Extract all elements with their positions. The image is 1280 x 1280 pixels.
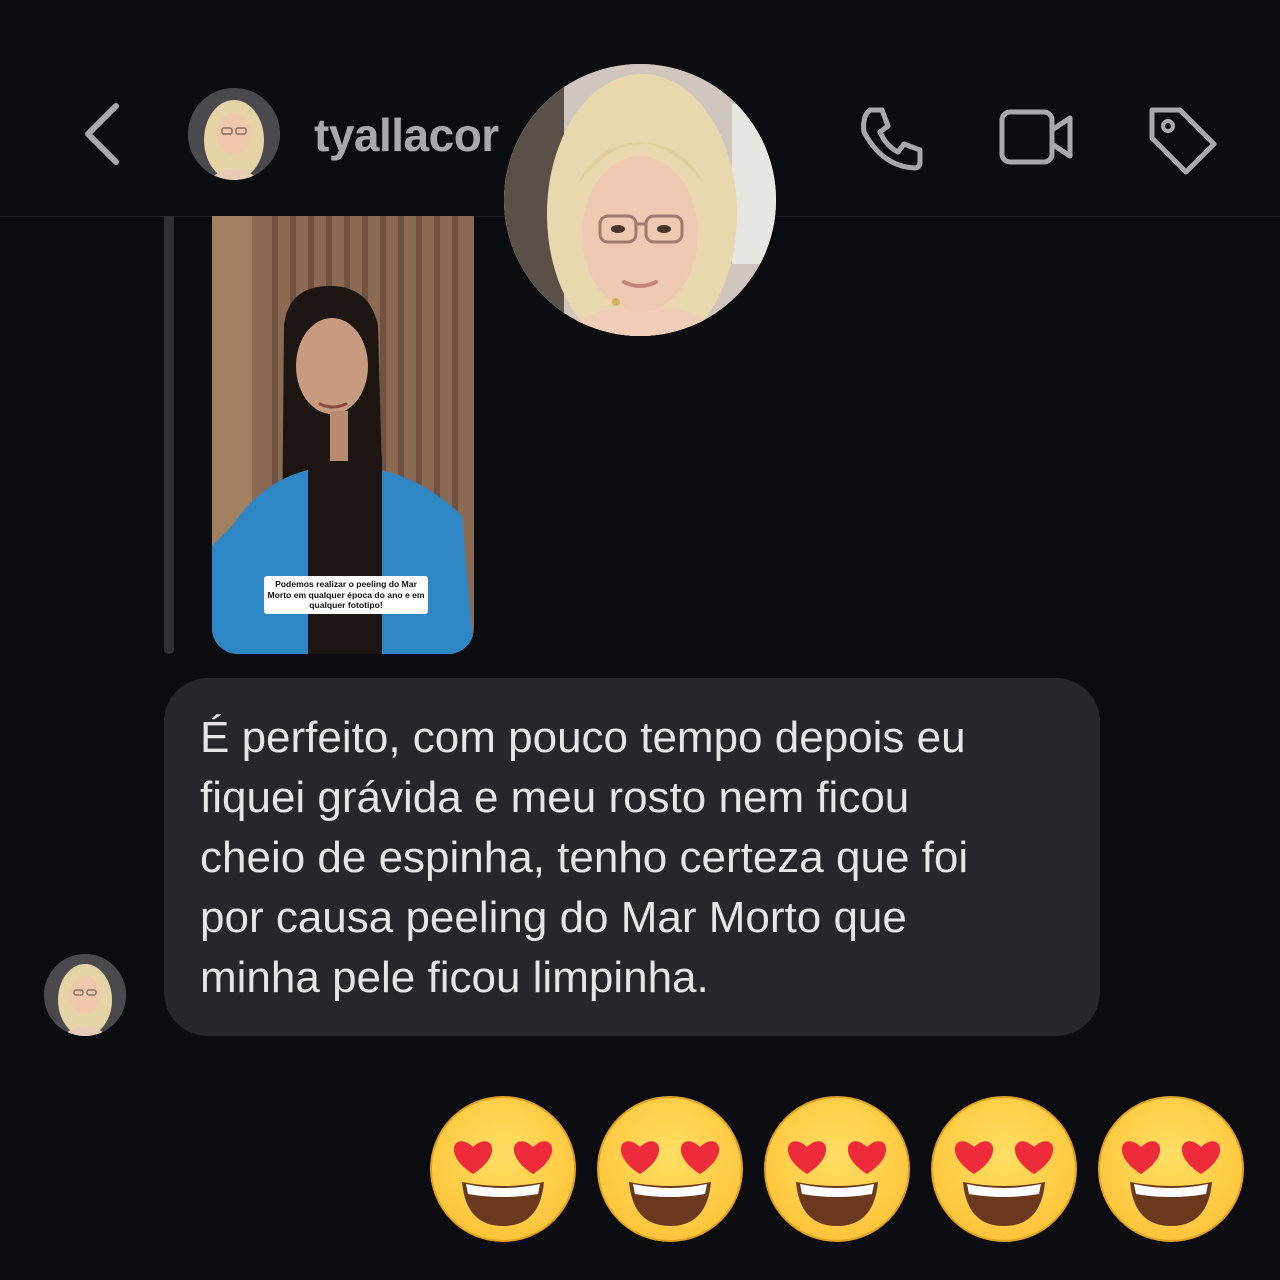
video-caption: Podemos realizar o peeling do Mar Morto em qualquer época do ano e em qualquer fototipo! <box>264 576 428 614</box>
heart-eyes-icon <box>762 1094 912 1244</box>
back-button[interactable] <box>76 98 136 170</box>
message-line: cheio de espinha, tenho certeza que foi <box>200 833 969 882</box>
tag-button[interactable] <box>1142 98 1222 178</box>
video-camera-icon <box>996 98 1076 178</box>
heart-eyes-icon <box>595 1094 745 1244</box>
message-line: É perfeito, com pouco tempo depois eu <box>200 713 966 762</box>
message-line: por causa peeling do Mar Morto que <box>200 893 907 942</box>
tag-icon <box>1142 98 1222 178</box>
chat-username[interactable]: tyallacor <box>314 109 499 161</box>
reply-indicator-bar <box>164 216 174 654</box>
profile-photo-overlay <box>504 64 776 336</box>
shared-story-video[interactable] <box>212 216 474 654</box>
profile-photo <box>504 64 776 336</box>
message-text <box>200 708 1064 1008</box>
video-call-button[interactable] <box>996 98 1076 178</box>
message-sender-avatar[interactable] <box>44 954 126 1036</box>
header-avatar[interactable] <box>188 88 280 180</box>
heart-eyes-icon <box>428 1094 578 1244</box>
message-bubble[interactable] <box>164 678 1100 1036</box>
call-button[interactable] <box>852 98 932 178</box>
message-line: minha pele ficou limpinha. <box>200 953 709 1002</box>
phone-icon <box>852 98 932 178</box>
avatar-photo <box>44 954 126 1036</box>
chevron-left-icon <box>76 98 136 170</box>
emoji-message[interactable] <box>428 1094 1248 1244</box>
avatar-photo <box>188 88 280 180</box>
heart-eyes-icon <box>929 1094 1079 1244</box>
message-line: fiquei grávida e meu rosto nem ficou <box>200 773 910 822</box>
heart-eyes-icon <box>1096 1094 1246 1244</box>
